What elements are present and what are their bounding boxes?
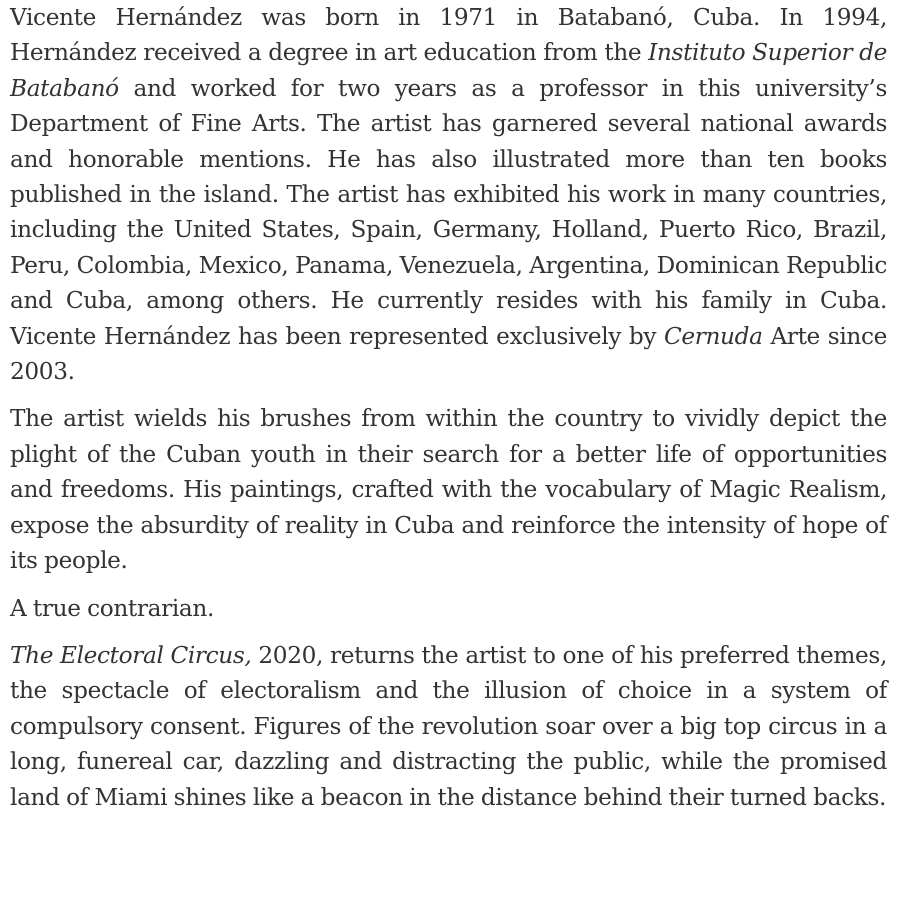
paragraph-artistic-style (10, 401, 887, 578)
gallery-name: Cernuda (663, 322, 763, 350)
artwork-title: The Electoral Circus, (10, 641, 252, 669)
bio-text-1: Vicente Hernández was born in 1971 in Batabanó, Cuba. In 1994, Hernández received a degree in art education from the (10, 4, 887, 67)
institution-name: Instituto Superior de Batabanó (10, 39, 887, 102)
tagline-text: A true contrarian. (10, 594, 214, 622)
paragraph-artwork-description (10, 638, 887, 815)
paragraph-tagline (10, 591, 887, 626)
paragraph-biography (10, 0, 887, 389)
style-text: The artist wields his brushes from within the country to vividly depict the plight of the Cuban youth in their search for a better life of opportunities and freedoms. His paintings, crafted with the vocabulary of Magic Realism, expose the absurdity of reality in Cuba and reinforce the intensity of hope of its people. (10, 405, 887, 575)
bio-text-3: Arte since 2003. (10, 322, 887, 386)
bio-text-2: and worked for two years as a professor in this university’s Department of Fine Arts. The artist has garnered several national awards and honorable mentions. He has also illustrated more than ten books published in the island. The artist has exhibited his work in many countries, including the United States, Spain, Germany, Holland, Puerto Rico, Brazil, Peru, Colombia, Mexico, Panama, Venezuela, Argentina, Dominican Republic and Cuba, among others. He currently resides with his family in Cuba. Vicente Hernández has been represented exclusively by (10, 74, 887, 350)
artwork-text: 2020, returns the artist to one of his preferred themes, the spectacle of electoralism and the illusion of choice in a system of compulsory consent. Figures of the revolution soar over a big top circus in a long, funereal car, dazzling and distracting the public, while the promised land of Miami shines like a beacon in the distance behind their turned backs. (10, 641, 887, 811)
